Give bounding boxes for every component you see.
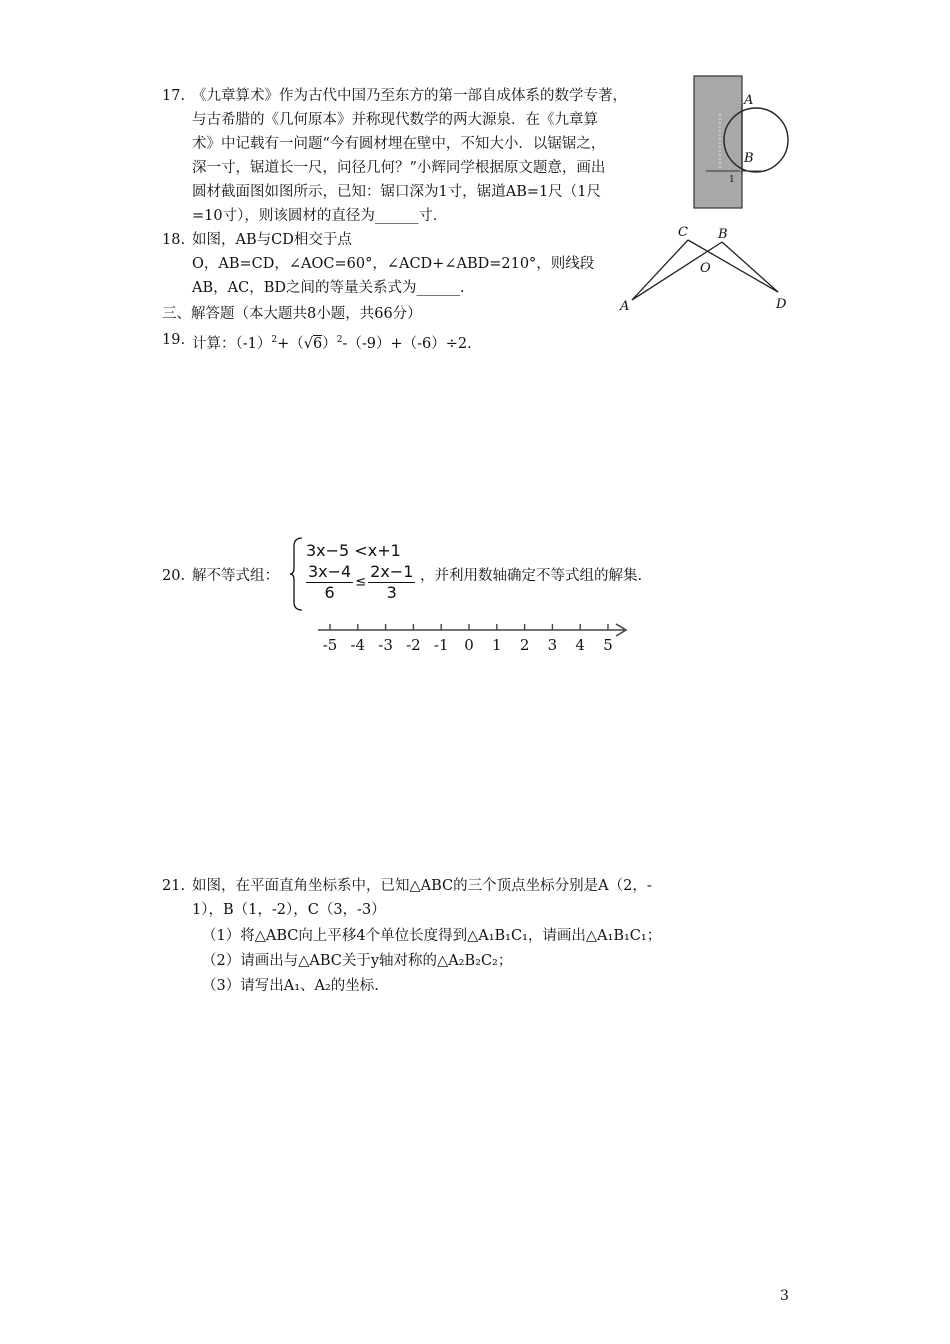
label-c: C xyxy=(678,225,688,240)
axis-tick-label: 1 xyxy=(492,636,502,654)
q17-figure xyxy=(692,74,800,212)
axis-tick-label: -4 xyxy=(350,636,366,654)
label-b: B xyxy=(718,227,728,242)
axis-tick-label: -5 xyxy=(322,636,338,654)
label-d: D xyxy=(776,297,787,312)
q21-line-1: 如图，在平面直角坐标系中，已知△ABC的三个顶点坐标分别是A（2，- xyxy=(192,878,652,894)
q18-line-3: AB，AC，BD之间的等量关系式为______. xyxy=(192,280,465,296)
sqrt-icon: √ xyxy=(303,335,314,352)
q18-figure xyxy=(618,222,798,316)
axis-tick-label: -3 xyxy=(378,636,393,654)
q19-expression xyxy=(192,330,472,354)
q19-radicand: 6 xyxy=(313,335,323,352)
q20-number: 20. xyxy=(162,568,186,584)
axis-tick-label: -2 xyxy=(406,636,421,654)
frac-right-numerator: 2x−1 xyxy=(370,562,414,581)
q17-line-5: 圆材截面图如图所示，已知：锯口深为1寸，锯道AB=1尺（1尺 xyxy=(192,184,601,200)
q20-inequality-2 xyxy=(304,562,417,603)
q17-line-1: 《九章算术》作为古代中国乃至东方的第一部自成体系的数学专著， xyxy=(192,88,627,104)
frac-right-denominator: 3 xyxy=(386,583,397,602)
page-number: 3 xyxy=(780,1288,789,1304)
label-b: B xyxy=(744,151,754,166)
q21-line-2: 1），B（1，-2），C（3，-3） xyxy=(192,902,386,918)
q20-suffix: ，并利用数轴确定不等式组的解集. xyxy=(420,568,643,584)
q20-relation: ≤ xyxy=(355,574,367,590)
section-3-title: 三、解答题（本大题共8小题，共66分） xyxy=(162,306,422,322)
axis-tick-label: 4 xyxy=(575,636,585,654)
q19-exp2: 2 xyxy=(336,335,343,345)
q18-number: 18. xyxy=(162,232,186,248)
label-a: A xyxy=(744,93,754,108)
label-one: 1 xyxy=(729,175,735,185)
axis-tick-label: 3 xyxy=(547,636,558,654)
q18-line-2: O，AB=CD，∠AOC=60°，∠ACD+∠ABD=210°，则线段 xyxy=(192,256,595,272)
q21-part-2: （2）请画出与△ABC关于y轴对称的△A₂B₂C₂； xyxy=(202,953,513,969)
axis-tick-label: -1 xyxy=(433,636,449,654)
q21-number: 21. xyxy=(162,878,186,894)
q19-close: ） xyxy=(322,335,337,352)
label-a: A xyxy=(620,299,630,314)
fraction-left xyxy=(306,562,353,603)
q17-line-2: 与古希腊的《几何原本》并称现代数学的两大源泉．在《九章算 xyxy=(192,112,598,128)
wall-rect xyxy=(694,76,742,208)
q17-line-4: 深一寸，锯道长一尺，问径几何？”小辉同学根据原文题意，画出 xyxy=(192,160,606,176)
q17-line-6: =10寸），则该圆材的直径为______寸． xyxy=(192,208,448,224)
q20-prefix: 解不等式组： xyxy=(192,568,279,584)
axis-tick-label: 0 xyxy=(464,636,474,654)
q17-line-3: 术》中记载有一问题“今有圆材埋在壁中，不知大小．以锯锯之， xyxy=(192,136,606,152)
q19-number: 19. xyxy=(162,332,186,348)
frac-left-numerator: 3x−4 xyxy=(308,562,352,581)
q19-exp1: 2 xyxy=(271,335,278,345)
q19-prefix: 计算：（-1） xyxy=(192,335,272,352)
q19-suffix: -（-9）+（-6）÷2. xyxy=(342,335,472,352)
label-o: O xyxy=(700,261,711,276)
q19-mid: +（ xyxy=(277,335,304,352)
q21-part-1: （1）将△ABC向上平移4个单位长度得到△A₁B₁C₁，请画出△A₁B₁C₁； xyxy=(202,928,662,944)
q17-number: 17. xyxy=(162,88,186,104)
axis-tick-label: 2 xyxy=(519,636,530,654)
fraction-right xyxy=(368,562,415,603)
axis-tick-label: 5 xyxy=(603,636,613,654)
q21-part-3: （3）请写出A₁、A₂的坐标. xyxy=(202,978,379,994)
q18-line-1: 如图，AB与CD相交于点 xyxy=(192,232,352,248)
segment-bd xyxy=(722,242,778,292)
frac-left-denominator: 6 xyxy=(324,583,335,602)
number-line xyxy=(312,620,632,660)
q20-inequality-1: 3x−5 <x+1 xyxy=(306,541,401,560)
brace-icon xyxy=(290,536,304,612)
